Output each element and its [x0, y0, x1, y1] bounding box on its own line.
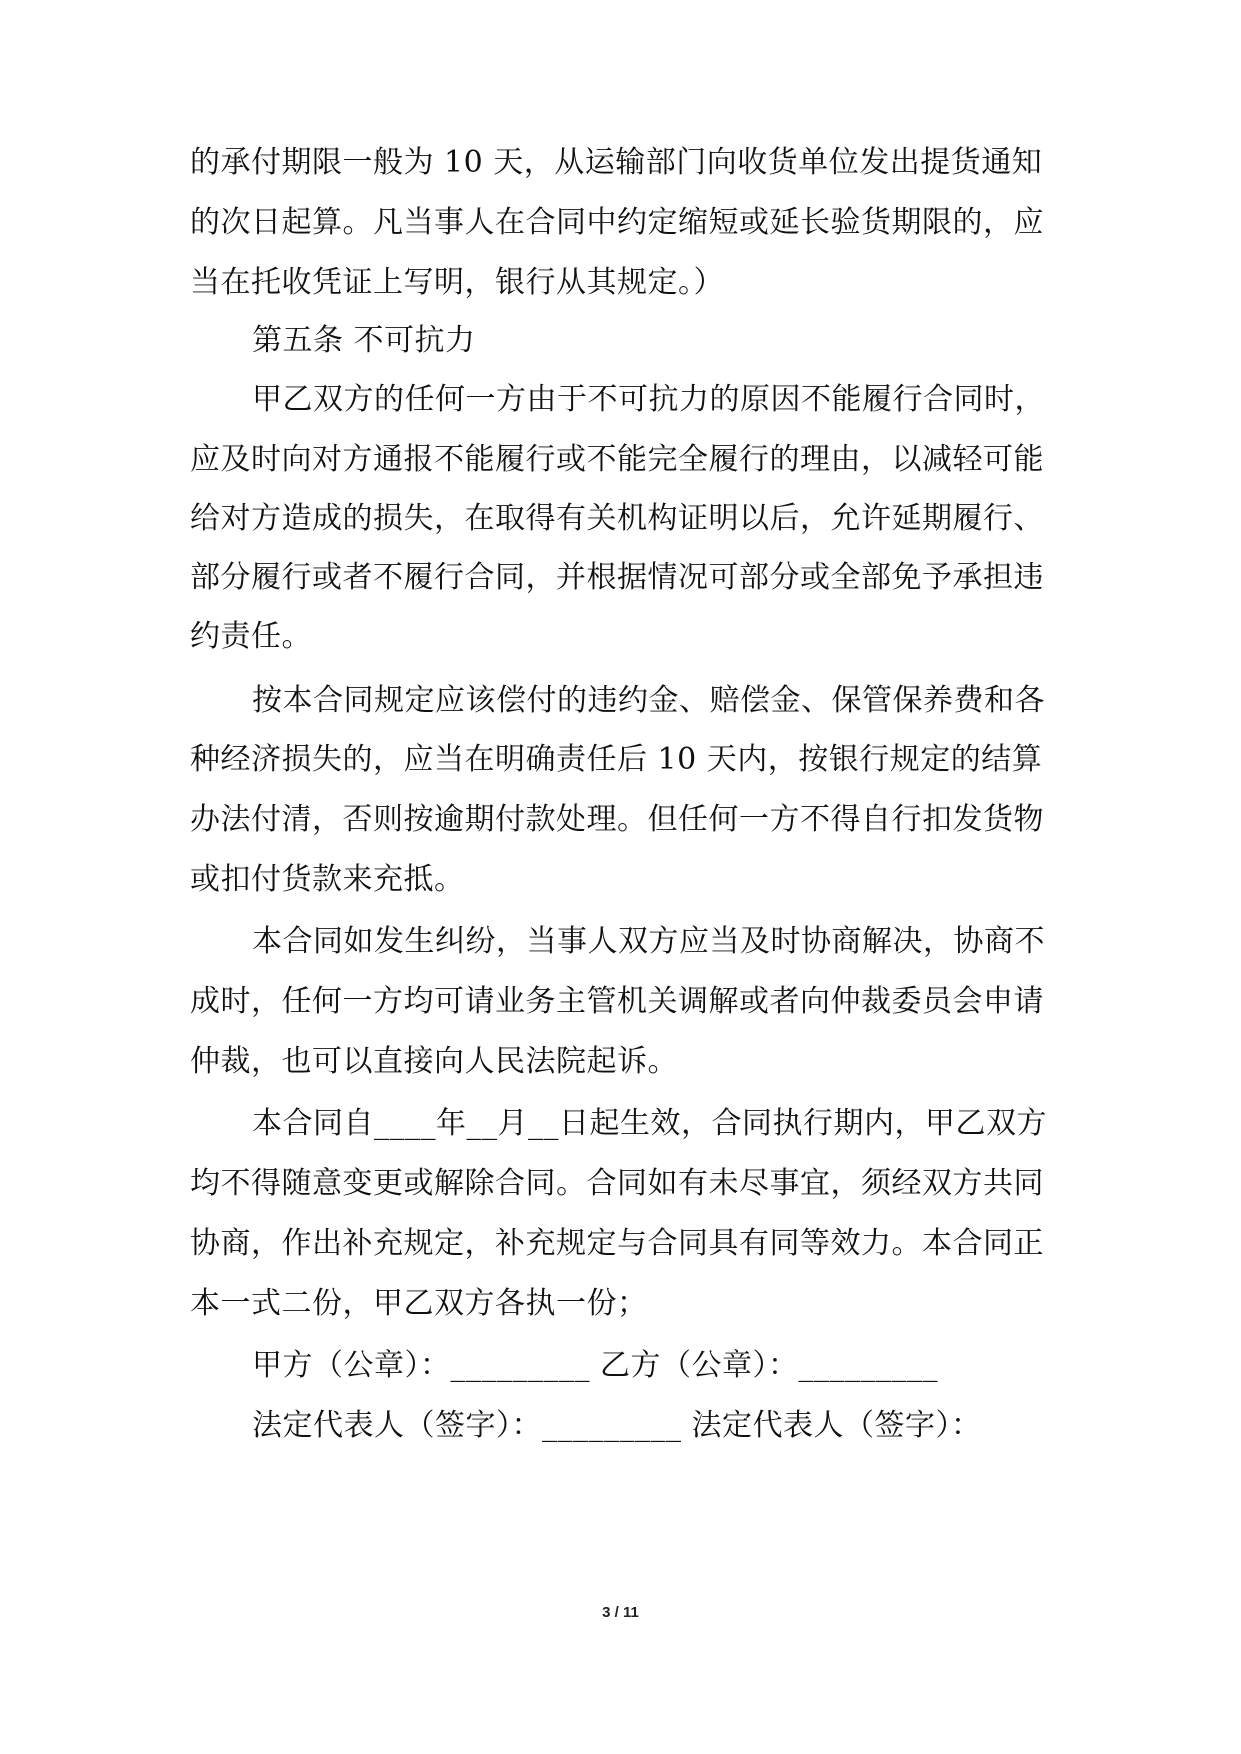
section-heading: 第五条 不可抗力 — [252, 323, 476, 358]
text-line: 本一式二份，甲乙双方各执一份； — [190, 1286, 648, 1321]
text-line: 部分履行或者不履行合同，并根据情况可部分或全部免予承担违 — [190, 560, 1044, 595]
text-line: 仲裁，也可以直接向人民法院起诉。 — [190, 1044, 678, 1079]
text-line: 均不得随意变更或解除合同。合同如有未尽事宜，须经双方共同 — [190, 1166, 1044, 1201]
text-line: 应及时向对方通报不能履行或不能完全履行的理由，以减轻可能 — [190, 442, 1044, 477]
text-line: 甲乙双方的任何一方由于不可抗力的原因不能履行合同时， — [252, 382, 1045, 417]
text-line: 种经济损失的，应当在明确责任后 10 天内，按银行规定的结算 — [190, 742, 1043, 777]
text-line: 当在托收凭证上写明，银行从其规定。） — [190, 265, 724, 300]
text-line: 本合同自____年__月__日起生效，合同执行期内，甲乙双方 — [252, 1106, 1047, 1141]
text-line: 协商，作出补充规定，补充规定与合同具有同等效力。本合同正 — [190, 1226, 1044, 1261]
text-line: 或扣付货款来充抵。 — [190, 862, 465, 897]
page-number: 3 / 11 — [602, 1604, 639, 1621]
text-line: 成时，任何一方均可请业务主管机关调解或者向仲裁委员会申请 — [190, 984, 1044, 1019]
text-line: 的承付期限一般为 10 天，从运输部门向收货单位发出提货通知 — [190, 145, 1043, 180]
text-line: 的次日起算。凡当事人在合同中约定缩短或延长验货期限的，应 — [190, 205, 1044, 240]
text-line: 给对方造成的损失，在取得有关机构证明以后，允许延期履行、 — [190, 501, 1044, 536]
text-line: 按本合同规定应该偿付的违约金、赔偿金、保管保养费和各 — [252, 683, 1045, 718]
text-line: 本合同如发生纠纷，当事人双方应当及时协商解决，协商不 — [252, 924, 1045, 959]
text-line: 约责任。 — [190, 619, 312, 654]
signature-line-representative: 法定代表人（签字）：_________ 法定代表人（签字）： — [252, 1408, 982, 1443]
signature-line-seal: 甲方（公章）：_________ 乙方（公章）：_________ — [252, 1348, 939, 1383]
text-line: 办法付清，否则按逾期付款处理。但任何一方不得自行扣发货物 — [190, 802, 1044, 837]
